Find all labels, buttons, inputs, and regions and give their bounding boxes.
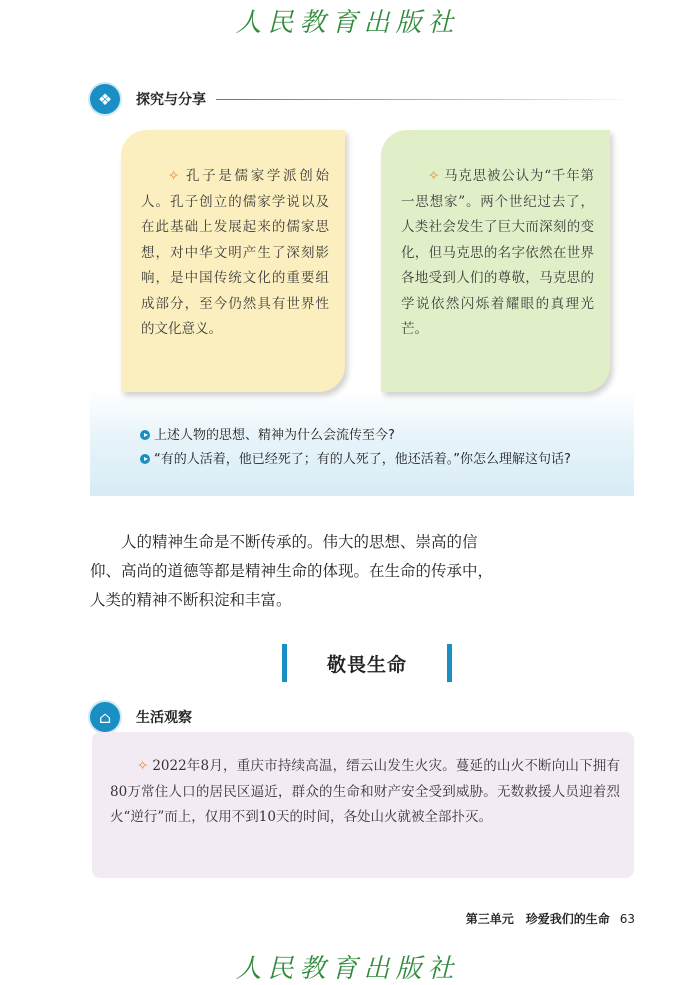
cube-share-icon: ❖ (90, 84, 120, 114)
marx-card (381, 130, 610, 392)
observe-text: 2022年8月，重庆市持续高温，缙云山发生火灾。蔓延的山火不断向山下拥有80万常住人口的居民区逼近，群众的生命和财产安全受到威胁。无数救援人员迎着烈火“逆行”而上，仅用不到10天的时间，各处山火就被全部扑灭。 (110, 758, 620, 825)
play-bullet-icon (140, 454, 150, 464)
question-item: “有的人活着，他已经死了；有的人死了，他还活着。”你怎么理解这句话? (140, 448, 571, 472)
header-divider (216, 99, 635, 100)
confucius-card-text: 孔子是儒家学派创始人。孔子创立的儒家学说以及在此基础上发展起来的儒家思想，对中华文明产生了深刻影响，是中国传统文化的重要组成部分，至今仍然具有世界性的文化意义。 (141, 168, 329, 337)
diamond-icon: ✧ (137, 758, 149, 774)
observe-section-header (90, 702, 192, 732)
question-item: 上述人物的思想、精神为什么会流传至今? (140, 424, 571, 448)
diamond-icon: ✧ (428, 168, 440, 184)
body-paragraph: 人的精神生命是不断传承的。伟大的思想、崇高的信仰、高尚的道德等都是精神生命的体现。在生命的传承中，人类的精神不断积淀和丰富。 (90, 533, 494, 609)
explore-section-title: 探究与分享 (136, 92, 206, 108)
page-footer (466, 910, 635, 927)
page-number: 63 (619, 912, 635, 926)
explore-section-header (90, 84, 635, 114)
observe-box (92, 732, 634, 878)
section-title: 敬畏生命 (282, 644, 452, 682)
play-bullet-icon (140, 430, 150, 440)
house-observe-icon: ⌂ (90, 702, 120, 732)
publisher-footer: 人民教育出版社 (235, 954, 460, 984)
question-list (140, 424, 571, 472)
publisher-header: 人民教育出版社 (235, 8, 460, 38)
marx-card-text: 马克思被公认为“千年第一思想家”。两个世纪过去了，人类社会发生了巨大而深刻的变化，但马克思的名字依然在世界各地受到人们的尊敬，马克思的学说依然闪烁着耀眼的真理光芒。 (401, 168, 594, 337)
observe-section-title: 生活观察 (136, 710, 192, 726)
diamond-icon: ✧ (168, 168, 180, 184)
confucius-card (121, 130, 345, 392)
unit-title: 第三单元 珍爱我们的生命 (465, 912, 610, 926)
